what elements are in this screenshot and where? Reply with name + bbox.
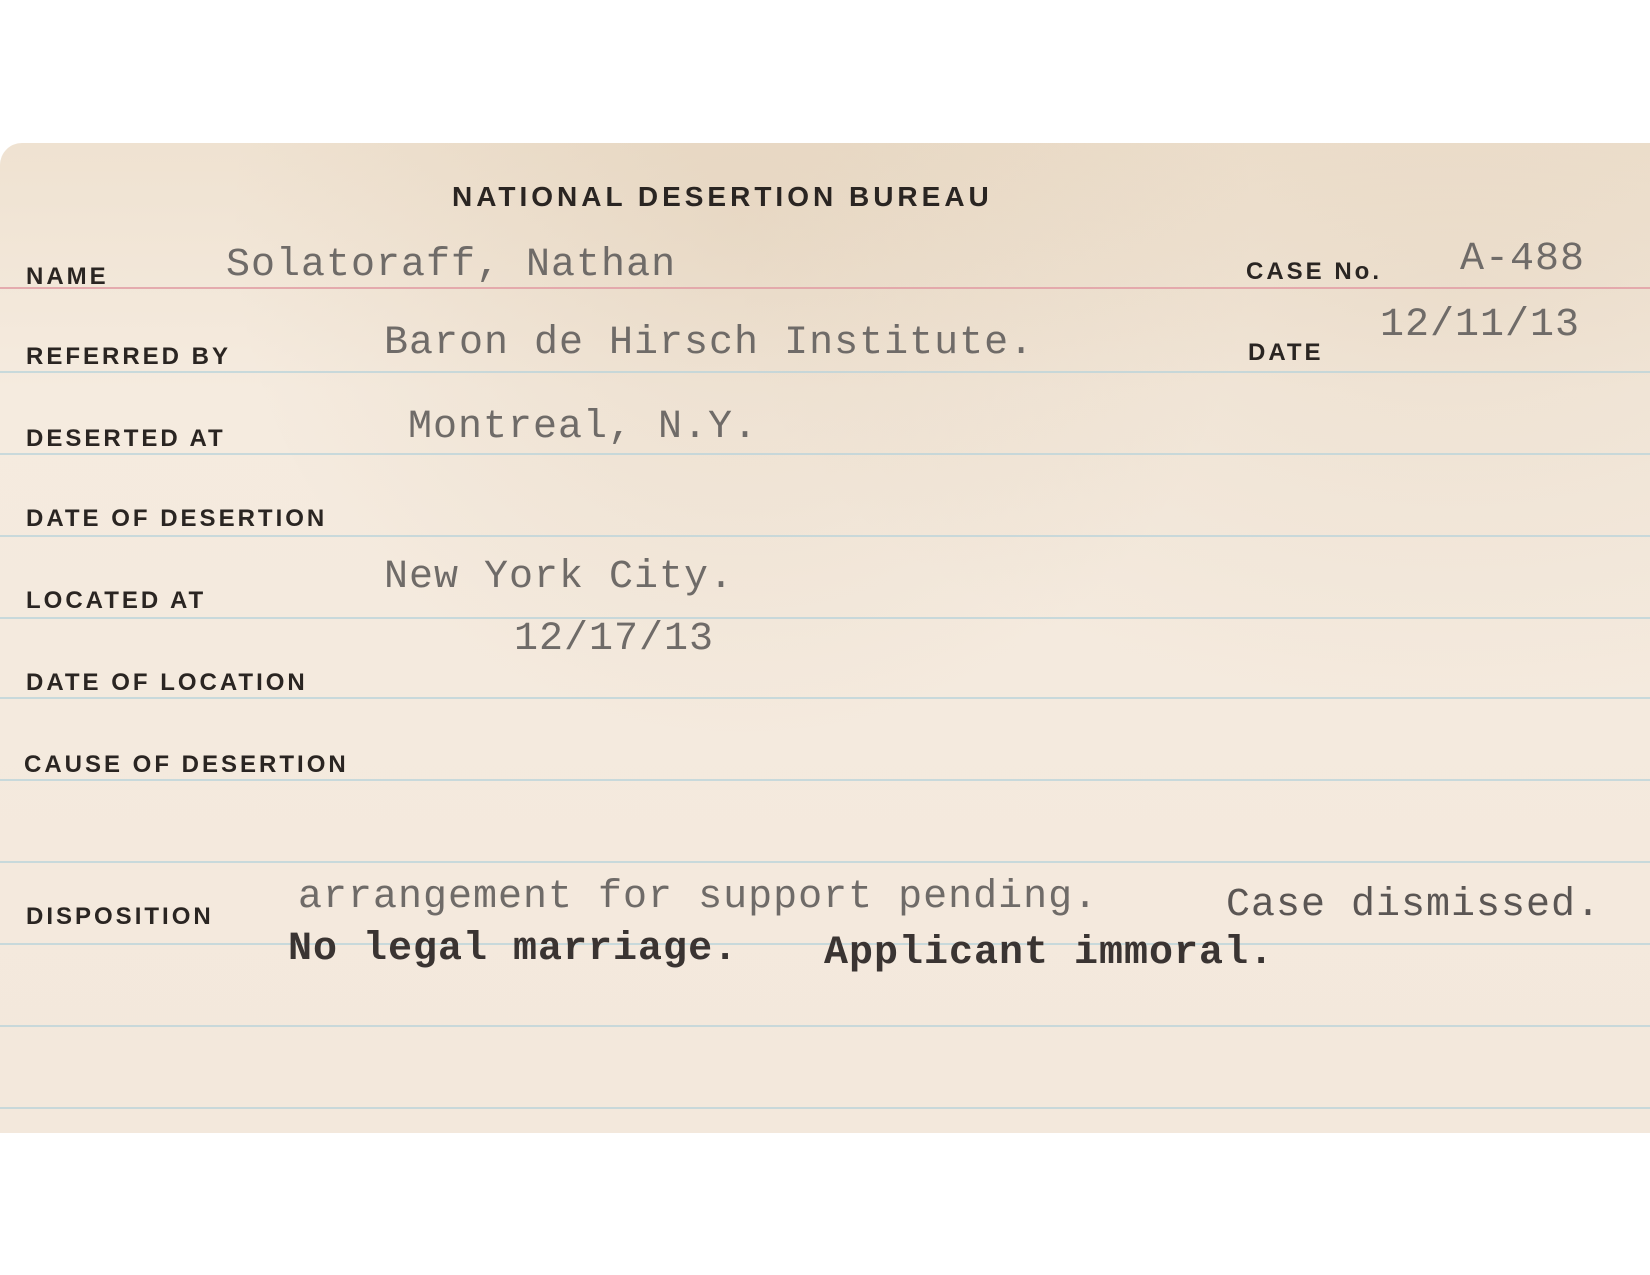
date-of-location-label: DATE OF LOCATION bbox=[26, 669, 308, 696]
date-label: DATE bbox=[1248, 339, 1324, 366]
ruled-line bbox=[0, 535, 1650, 537]
ruled-line bbox=[0, 861, 1650, 863]
name-label: NAME bbox=[26, 263, 109, 290]
case-no-label: CASE No. bbox=[1246, 258, 1383, 285]
ruled-line bbox=[0, 617, 1650, 619]
deserted-at-value: Montreal, N.Y. bbox=[408, 405, 759, 450]
cause-of-desertion-label: CAUSE OF DESERTION bbox=[24, 751, 349, 778]
card-title: NATIONAL DESERTION BUREAU bbox=[452, 181, 993, 212]
name-value: Solatoraff, Nathan bbox=[226, 243, 677, 288]
disposition-line-2: No legal marriage. bbox=[288, 927, 739, 972]
ruled-line bbox=[0, 779, 1650, 781]
ruled-line bbox=[0, 371, 1650, 373]
disposition-line-1b: Case dismissed. bbox=[1226, 883, 1602, 928]
ruled-line bbox=[0, 453, 1650, 455]
disposition-label: DISPOSITION bbox=[26, 903, 214, 930]
index-card bbox=[0, 143, 1650, 1133]
date-of-location-value: 12/17/13 bbox=[514, 617, 715, 662]
date-of-desertion-label: DATE OF DESERTION bbox=[26, 505, 328, 532]
date-value: 12/11/13 bbox=[1380, 303, 1581, 348]
located-at-value: New York City. bbox=[384, 555, 735, 600]
ruled-line bbox=[0, 1107, 1650, 1109]
referred-by-value: Baron de Hirsch Institute. bbox=[384, 321, 1035, 366]
referred-by-label: REFERRED BY bbox=[26, 343, 232, 370]
deserted-at-label: DESERTED AT bbox=[26, 425, 226, 452]
disposition-line-1: arrangement for support pending. bbox=[298, 875, 1099, 920]
case-no-value: A-488 bbox=[1460, 237, 1586, 282]
ruled-line bbox=[0, 1025, 1650, 1027]
ruled-line bbox=[0, 697, 1650, 699]
disposition-line-2b: Applicant immoral. bbox=[824, 931, 1275, 976]
located-at-label: LOCATED AT bbox=[26, 587, 207, 614]
